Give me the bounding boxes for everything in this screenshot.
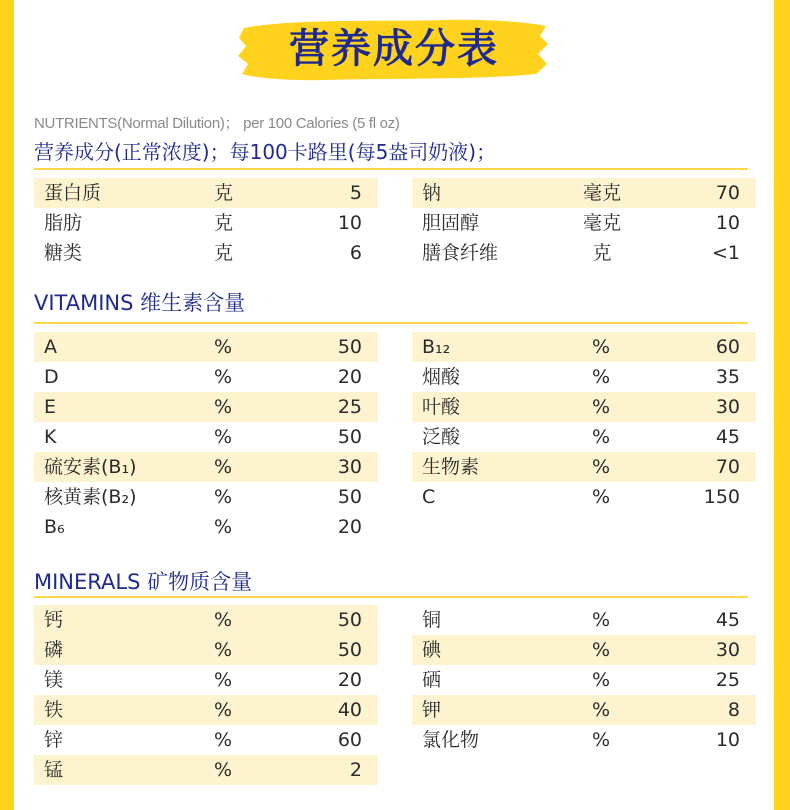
- mineral-name: 钾: [422, 699, 442, 721]
- table-row: [34, 482, 378, 512]
- divider: [34, 168, 748, 170]
- vitamin-unit: %: [214, 516, 233, 538]
- vitamins-table-left: [34, 332, 378, 542]
- table-row: [412, 392, 756, 422]
- mineral-unit: %: [214, 669, 233, 691]
- vitamin-unit: %: [592, 396, 611, 418]
- table-row: [412, 362, 756, 392]
- vitamin-value: 30: [337, 456, 362, 478]
- vitamin-value: 25: [337, 396, 362, 418]
- vitamin-name: 烟酸: [422, 366, 461, 388]
- mineral-unit: %: [592, 609, 611, 631]
- table-row: [34, 605, 378, 635]
- vitamins-table-right: [412, 332, 756, 512]
- nutrient-name: 脂肪: [44, 212, 83, 234]
- nutrient-value: 10: [337, 212, 362, 234]
- vitamin-value: 70: [715, 456, 740, 478]
- vitamin-unit: %: [592, 456, 611, 478]
- mineral-unit: %: [592, 639, 611, 661]
- table-row: [34, 238, 378, 268]
- vitamin-value: 60: [715, 336, 740, 358]
- mineral-value: 8: [727, 699, 740, 721]
- mineral-value: 10: [715, 729, 740, 751]
- table-row: [412, 178, 756, 208]
- vitamin-name: A: [44, 336, 57, 358]
- mineral-unit: %: [592, 699, 611, 721]
- vitamin-value: 35: [715, 366, 740, 388]
- mineral-value: 50: [337, 609, 362, 631]
- table-row: [34, 362, 378, 392]
- vitamin-name: 核黄素(B₂): [44, 486, 137, 508]
- vitamin-unit: %: [214, 366, 233, 388]
- table-row: [34, 208, 378, 238]
- table-row: [412, 208, 756, 238]
- table-row: [412, 422, 756, 452]
- mineral-unit: %: [214, 609, 233, 631]
- mineral-unit: %: [214, 639, 233, 661]
- nutrient-name: 钠: [422, 182, 442, 204]
- nutrient-value: <1: [711, 242, 740, 264]
- mineral-name: 磷: [44, 639, 64, 661]
- vitamin-name: E: [44, 396, 57, 418]
- table-row: [34, 755, 378, 785]
- vitamin-unit: %: [214, 426, 233, 448]
- minerals-table-right: [412, 605, 756, 755]
- nutrient-name: 胆固醇: [422, 212, 480, 234]
- mineral-name: 镁: [44, 669, 64, 691]
- nutrient-value: 10: [715, 212, 740, 234]
- vitamin-unit: %: [214, 336, 233, 358]
- mineral-unit: %: [592, 729, 611, 751]
- table-row: [34, 665, 378, 695]
- nutrient-unit: 毫克: [582, 182, 621, 204]
- mineral-value: 20: [337, 669, 362, 691]
- vitamin-unit: %: [214, 396, 233, 418]
- nutrient-name: 糖类: [44, 242, 83, 264]
- title-banner: [236, 14, 552, 84]
- table-row: [34, 512, 378, 542]
- nutrient-value: 6: [349, 242, 362, 264]
- nutrient-unit: 克: [592, 242, 612, 264]
- vitamin-unit: %: [214, 456, 233, 478]
- mineral-value: 2: [349, 759, 362, 781]
- table-row: [34, 392, 378, 422]
- vitamin-unit: %: [592, 426, 611, 448]
- table-row: [34, 452, 378, 482]
- table-row: [34, 635, 378, 665]
- vitamin-name: B₁₂: [422, 336, 451, 358]
- nutrient-name: 膳食纤维: [422, 242, 499, 264]
- page-title: 营养成分表: [289, 26, 499, 72]
- minerals-heading: MINERALS 矿物质含量: [34, 570, 253, 594]
- vitamin-unit: %: [592, 486, 611, 508]
- table-row: [34, 422, 378, 452]
- mineral-value: 60: [337, 729, 362, 751]
- vitamin-value: 150: [703, 486, 740, 508]
- vitamin-name: 硫安素(B₁): [44, 456, 137, 478]
- table-row: [34, 695, 378, 725]
- vitamin-value: 45: [715, 426, 740, 448]
- table-row: [412, 605, 756, 635]
- table-row: [412, 238, 756, 268]
- table-row: [412, 482, 756, 512]
- vitamins-heading: VITAMINS 维生素含量: [34, 291, 246, 315]
- nutrient-value: 70: [715, 182, 740, 204]
- nutrient-value: 5: [349, 182, 362, 204]
- nutrient-unit: 克: [214, 212, 234, 234]
- vitamin-name: D: [44, 366, 59, 388]
- vitamin-unit: %: [592, 366, 611, 388]
- mineral-name: 氯化物: [422, 729, 480, 751]
- mineral-unit: %: [592, 669, 611, 691]
- subtitle-english: NUTRIENTS(Normal Dilution)； per 100 Calories (5 fl oz): [34, 115, 400, 132]
- vitamin-value: 30: [715, 396, 740, 418]
- mineral-value: 25: [715, 669, 740, 691]
- table-row: [34, 725, 378, 755]
- nutrients-table-right: [412, 178, 756, 268]
- subtitle-chinese: 营养成分(正常浓度)；每100卡路里(每5盎司奶液)；: [34, 140, 497, 164]
- table-row: [34, 178, 378, 208]
- divider: [34, 596, 748, 598]
- nutrient-unit: 克: [214, 242, 234, 264]
- vitamin-name: B₆: [44, 516, 65, 538]
- vitamin-unit: %: [592, 336, 611, 358]
- mineral-name: 硒: [422, 669, 442, 691]
- vitamin-value: 50: [337, 486, 362, 508]
- table-row: [412, 332, 756, 362]
- nutrient-unit: 毫克: [582, 212, 621, 234]
- table-row: [34, 332, 378, 362]
- mineral-value: 40: [337, 699, 362, 721]
- vitamin-value: 20: [337, 516, 362, 538]
- vitamin-name: K: [44, 426, 57, 448]
- mineral-name: 碘: [422, 639, 442, 661]
- nutrients-table-left: [34, 178, 378, 268]
- vitamin-name: 生物素: [422, 456, 480, 478]
- vitamin-value: 50: [337, 336, 362, 358]
- table-row: [412, 665, 756, 695]
- mineral-name: 钙: [44, 609, 64, 631]
- mineral-value: 30: [715, 639, 740, 661]
- minerals-table-left: [34, 605, 378, 785]
- mineral-unit: %: [214, 729, 233, 751]
- mineral-name: 铜: [422, 609, 442, 631]
- table-row: [412, 725, 756, 755]
- vitamin-name: 叶酸: [422, 396, 461, 418]
- mineral-name: 铁: [44, 699, 64, 721]
- vitamin-name: 泛酸: [422, 426, 461, 448]
- mineral-value: 45: [715, 609, 740, 631]
- mineral-value: 50: [337, 639, 362, 661]
- divider: [34, 322, 748, 324]
- nutrient-name: 蛋白质: [44, 182, 102, 204]
- table-row: [412, 695, 756, 725]
- mineral-unit: %: [214, 759, 233, 781]
- table-row: [412, 635, 756, 665]
- mineral-unit: %: [214, 699, 233, 721]
- vitamin-unit: %: [214, 486, 233, 508]
- mineral-name: 锌: [44, 729, 64, 751]
- nutrient-unit: 克: [214, 182, 234, 204]
- mineral-name: 锰: [44, 759, 64, 781]
- vitamin-value: 50: [337, 426, 362, 448]
- vitamin-value: 20: [337, 366, 362, 388]
- vitamin-name: C: [422, 486, 436, 508]
- table-row: [412, 452, 756, 482]
